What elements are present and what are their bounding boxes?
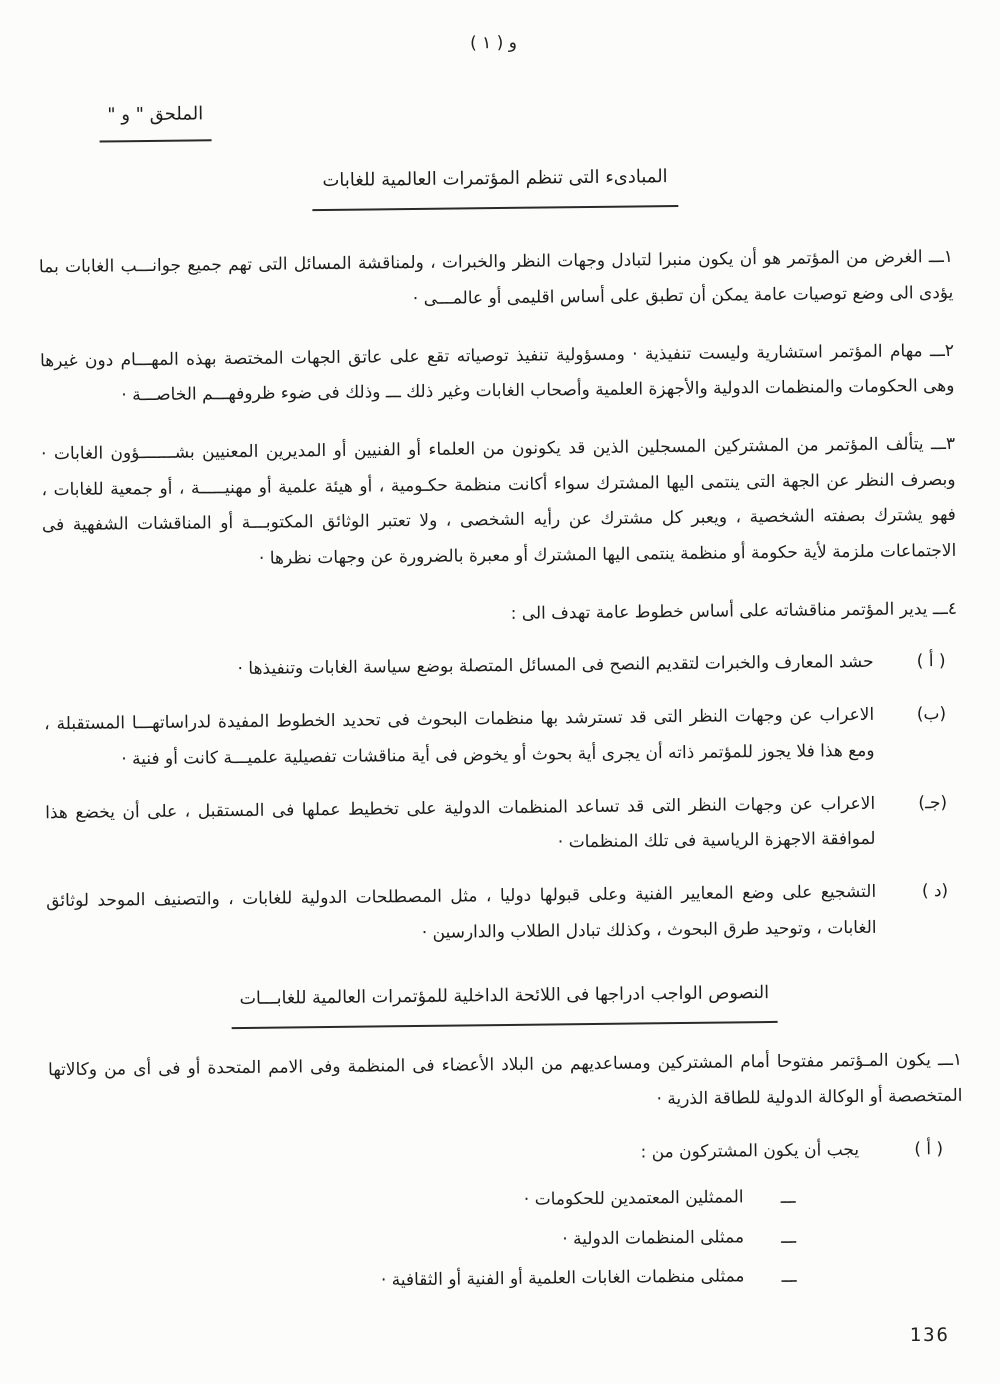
section2-paragraph-1: ١ـــ يكون المـؤتمر مفتوحا أمام المشتركين ومساعديهم من البلاد الأعضاء فى المنظمة وفى الامم المتحدة أو فى أى من وكالاتها المتخصصة أو الوكالة الدولية للطاقة الذرية · — [47, 1049, 963, 1110]
item-marker-c: (جـ) — [918, 792, 948, 813]
item-marker-d: (د ) — [921, 880, 949, 902]
dash-list-item — [50, 1220, 796, 1265]
dash-bullet: ـــ — [780, 1187, 796, 1208]
section2-title: النصوص الواجب ادراجها فى اللائحة الداخلية للمؤتمرات العالمية للغابـــات — [231, 975, 777, 1029]
section2-subitem-a — [49, 1132, 963, 1178]
page-number: 136 — [909, 1324, 950, 1346]
item-marker-b: (ب) — [916, 704, 947, 725]
item-text-b: الاعراب عن وجهات النظر التى قد تسترشد بها منظمات البحوث فى تحديد الخطوط المفيدة لدراساتهـــا المستقبلة ، ومع هذا فلا يجوز للمؤتمر ذاته أن يجرى أية بحوث أو يخوض فى أية مناقشات تفصيلية علميـــة كانت أو فنية · — [44, 704, 875, 770]
section2-subitem-text: يجب أن يكون المشتركون من : — [640, 1140, 860, 1163]
dash-list — [49, 1178, 964, 1304]
item-marker-a: ( أ ) — [916, 651, 946, 672]
dash-list-item — [50, 1259, 796, 1304]
annex-label: الملحق " و " — [99, 95, 211, 143]
item-text-c: الاعراب عن وجهات النظر التى قد تساعد المنظمات الدولية على تخطيط عملها فى المستقبل ، على أن يخضع هذا لموافقة الاجهزة الرياسية فى تلك المنظمات · — [45, 793, 876, 853]
item-text-d: التشجيع على وضع المعايير الفنية وعلى قبولها دوليا ، مثل المصطلحات الدولية للغابات ، والتصنيف الموحد لوثائق الغابات ، وتوحيد طرق البحوث ، وكذلك تبادل الطلاب والدارسين · — [46, 881, 877, 943]
dash-bullet: ـــ — [781, 1267, 797, 1288]
paragraph-1: ١ـــ الغرض من المؤتمر هو أن يكون منبرا لتبادل وجهات النظر والخبرات ، ولمناقشة المسائل التى تهم جميع جوانـــب الغابات بما يؤدى الى وضع توصيات عامة يمكن أن تطبق على أساس اقليمى أو عالمـــى · — [38, 247, 954, 309]
list-item-c — [45, 785, 960, 867]
list-item-a — [43, 644, 957, 690]
section2-subitem-marker: ( أ ) — [914, 1139, 944, 1160]
annex-label-row — [37, 87, 951, 144]
dash-item-text: الممثلين المعتمدين للحكومات · — [523, 1187, 744, 1210]
item-text-a: حشد المعارف والخبرات لتقديم النصح فى المسائل المتصلة بوضع سياسة الغابات وتنفيذها · — [237, 652, 874, 680]
dash-bullet: ـــ — [780, 1227, 797, 1248]
dash-list-item — [49, 1180, 795, 1225]
page-header-note: و ( ١ ) — [469, 32, 518, 54]
dash-item-text: ممثلى المنظمات الدولية · — [562, 1227, 745, 1250]
paragraph-4: ٤ـــ يدير المؤتمر مناقشاته على أساس خطوط عامة تهدف الى : — [510, 598, 958, 624]
section1-title: المبادىء التى تنظم المؤتمرات العالمية للغابات — [312, 158, 678, 211]
paragraph-2: ٢ـــ مهام المؤتمر استشارية وليست تنفيذية · ومسؤولية تنفيذ توصياته تقع على عاتق الجهات المختصة بهذه المهـــام دون غيرها وهى الحكومات والمنظمات الدولية والأجهزة العلمية وأصحاب الغابات وغير ذلك ـــ وذلك فى ضوء ظروفهـــم الخاصـــة · — [39, 340, 955, 406]
list-item-d — [46, 874, 961, 956]
paragraph-3: ٣ـــ يتألف المؤتمر من المشتركين المسجلين الذين قد يكونون من العلماء أو الفنيين أو المديرين المعنيين بشـــــــؤون الغابات · وبصرف النظر عن الجهة التى ينتمى اليها المشترك سواء أكانت منظمة حكـومية ، أو هيئة علمية أو مهنيـــــة ، أو جمعية للغابات ، فهو يشترك بصفته الشخصية ، ويعبر كل مشترك عن رأيه الشخصى ، ولا تعتبر الوثائق المكتوبـــة أو المناقشات الشفهية فى الاجتماعات ملزمة لأية حكومة أو منظمة ينتمى اليها المشترك أو معبرة بالضرورة عن وجهات نظرها · — [41, 433, 957, 569]
list-item-b — [44, 697, 959, 779]
section2-title-row — [47, 973, 961, 1031]
section1-title-row — [38, 155, 952, 214]
dash-item-text: ممثلى منظمات الغابات العلمية أو الفنية أو الثقافية · — [380, 1266, 745, 1291]
